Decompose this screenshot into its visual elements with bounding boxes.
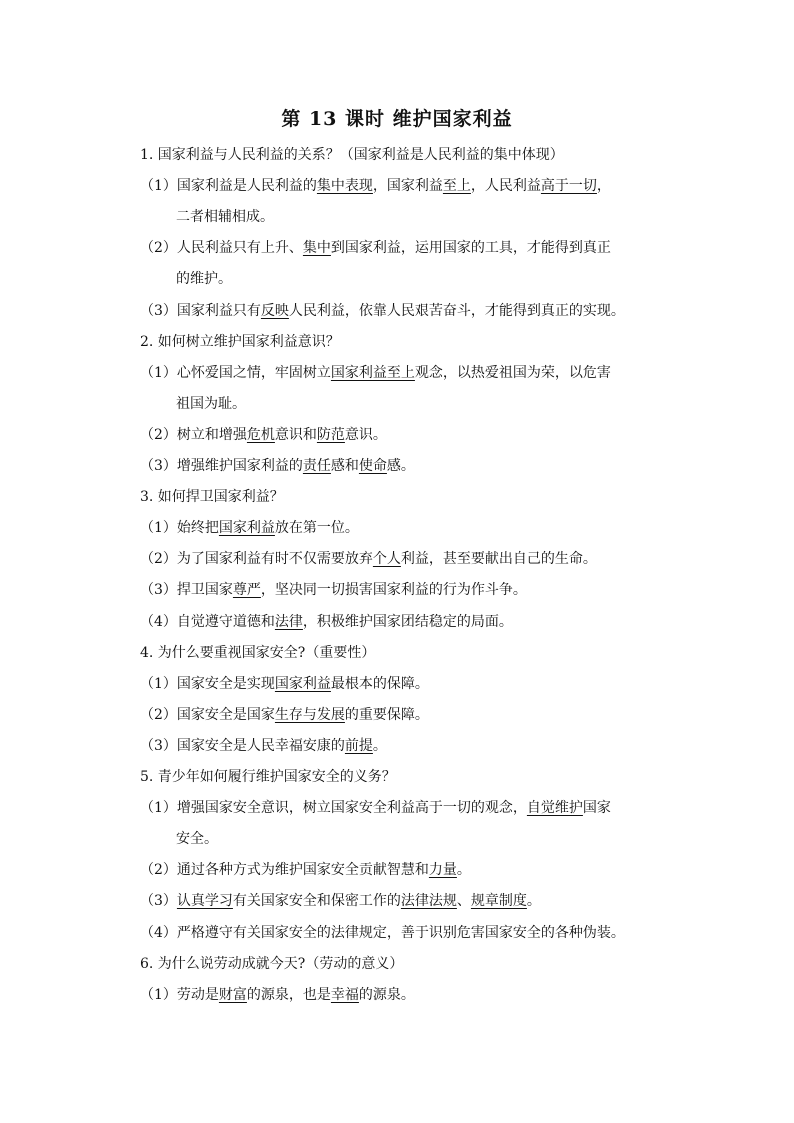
- text-segment: 二者相辅相成。: [176, 209, 274, 226]
- underlined-keyword: 幸福: [330, 986, 359, 1003]
- text-segment: 3. 如何捍卫国家利益？: [140, 489, 284, 506]
- underlined-keyword: 反映: [260, 302, 289, 319]
- continuation-line: [176, 829, 794, 849]
- answer-line: [140, 923, 794, 943]
- text-segment: 6. 为什么说劳动成就今天?（劳动的意义）: [140, 955, 404, 972]
- text-segment: （3）增强维护国家利益的: [140, 458, 303, 474]
- question-line: [140, 643, 794, 663]
- text-segment: （2）树立和增强: [140, 426, 247, 443]
- text-segment: 国家: [582, 800, 611, 817]
- text-segment: （1）国家安全是实现: [140, 675, 275, 692]
- text-segment: 的源泉，也是: [246, 986, 331, 1003]
- underlined-keyword: 力量: [428, 862, 457, 879]
- answer-line: [140, 425, 794, 445]
- underlined-keyword: 国家利益: [218, 520, 275, 537]
- answer-line: [140, 891, 794, 911]
- answer-line: [140, 580, 794, 600]
- text-segment: 意识和: [274, 426, 317, 443]
- underlined-keyword: 财富: [218, 986, 247, 1003]
- answer-line: [140, 860, 794, 880]
- text-segment: （4）严格遵守有关国家安全的法律规定，善于识别危害国家安全的各种伪装。: [140, 924, 625, 941]
- text-segment: 的源泉。: [358, 986, 415, 1003]
- underlined-keyword: 防范: [316, 426, 345, 443]
- answer-line: [140, 705, 794, 725]
- text-segment: 安全。: [176, 831, 218, 848]
- text-segment: 的维护。: [176, 271, 232, 288]
- answer-line: [140, 363, 794, 383]
- text-segment: （1）始终把: [140, 520, 219, 537]
- text-segment: ，坚决同一切损害国家利益的行为作斗争。: [260, 582, 527, 599]
- text-segment: （3）国家安全是人民幸福安康的: [140, 737, 345, 754]
- text-segment: 。: [456, 862, 471, 879]
- text-segment: 的重要保障。: [344, 706, 429, 723]
- text-segment: （4）自觉遵守道德和: [140, 613, 275, 630]
- text-segment: （1）增强国家安全意识，树立国家安全利益高于一切的观念，: [140, 800, 527, 817]
- text-segment: 最根本的保障。: [330, 675, 429, 692]
- answer-line: [140, 985, 794, 1005]
- underlined-keyword: 集中表现: [316, 178, 373, 195]
- answer-line: [140, 176, 794, 196]
- text-segment: （1）国家利益是人民利益的: [140, 178, 317, 195]
- underlined-keyword: 生存与发展: [274, 706, 345, 723]
- text-segment: （1）心怀爱国之情，牢固树立: [140, 364, 331, 381]
- text-segment: 祖国为耻。: [176, 395, 246, 412]
- underlined-keyword: 前提: [344, 737, 373, 754]
- text-segment: 。: [526, 893, 541, 910]
- text-segment: 1. 国家利益与人民利益的关系？（国家利益是人民利益的集中体现）: [140, 147, 564, 163]
- text-segment: 利益，甚至要献出自己的生命。: [400, 551, 597, 568]
- text-segment: ，积极维护国家团结稳定的局面。: [302, 613, 513, 630]
- underlined-keyword: 集中: [302, 240, 331, 257]
- text-segment: 2. 如何树立维护国家利益意识？: [140, 333, 340, 350]
- underlined-keyword: 国家利益: [274, 675, 331, 692]
- answer-line: [140, 456, 794, 476]
- underlined-keyword: 法律: [274, 613, 303, 630]
- text-segment: （2）人民利益只有上升、: [140, 240, 303, 257]
- answer-line: [140, 612, 794, 632]
- underlined-keyword: 认真学习: [176, 893, 233, 910]
- question-line: [140, 767, 794, 787]
- text-segment: （3）: [140, 893, 177, 910]
- underlined-keyword: 尊严: [232, 582, 261, 599]
- underlined-keyword: 规章制度: [470, 893, 527, 910]
- underlined-keyword: 法律法规: [400, 893, 457, 910]
- answer-line: [140, 518, 794, 538]
- text-segment: （1）劳动是: [140, 986, 219, 1003]
- text-segment: 感和: [330, 458, 359, 474]
- underlined-keyword: 使命: [358, 458, 387, 474]
- continuation-line: [176, 269, 794, 289]
- question-line: [140, 332, 794, 352]
- underlined-keyword: 责任: [302, 458, 331, 474]
- underlined-keyword: 高于一切: [540, 178, 597, 195]
- underlined-keyword: 危机: [246, 426, 275, 443]
- answer-line: [140, 301, 794, 321]
- text-segment: ，国家利益: [372, 178, 443, 195]
- text-segment: 感。: [386, 458, 415, 474]
- page-title: 第 13 课时 维护国家利益: [281, 108, 513, 130]
- question-line: [140, 145, 794, 165]
- text-segment: （2）通过各种方式为维护国家安全贡献智慧和: [140, 862, 429, 879]
- underlined-keyword: 至上: [442, 178, 471, 195]
- underlined-keyword: 国家利益至上: [330, 364, 415, 381]
- text-segment: （3）捍卫国家: [140, 582, 233, 599]
- text-segment: 人民利益，依靠人民艰苦奋斗，才能得到真正的实现。: [288, 302, 625, 319]
- text-segment: ，: [596, 178, 611, 195]
- question-line: [140, 954, 794, 974]
- text-segment: 、: [456, 893, 471, 910]
- text-segment: 5. 青少年如何履行维护国家安全的义务？: [140, 769, 396, 785]
- text-segment: （2）国家安全是国家: [140, 706, 275, 723]
- text-segment: 放在第一位。: [274, 520, 359, 537]
- text-segment: 有关国家安全和保密工作的: [232, 893, 401, 910]
- question-line: [140, 487, 794, 507]
- text-segment: 到国家利益，运用国家的工具，才能得到真正: [330, 240, 611, 257]
- underlined-keyword: 个人: [372, 551, 401, 568]
- answer-line: [140, 674, 794, 694]
- answer-line: [140, 798, 794, 818]
- text-segment: ，人民利益: [470, 178, 541, 195]
- text-segment: 意识。: [344, 426, 387, 443]
- text-segment: 4. 为什么要重视国家安全?（重要性）: [140, 644, 376, 661]
- answer-line: [140, 736, 794, 756]
- text-segment: （3）国家利益只有: [140, 302, 261, 319]
- continuation-line: [176, 207, 794, 227]
- text-segment: 。: [372, 737, 387, 754]
- underlined-keyword: 自觉维护: [526, 800, 583, 817]
- answer-line: [140, 549, 794, 569]
- text-segment: （2）为了国家利益有时不仅需要放弃: [140, 551, 373, 568]
- continuation-line: [176, 394, 794, 414]
- answer-line: [140, 238, 794, 258]
- text-segment: 观念，以热爱祖国为荣，以危害: [414, 364, 611, 381]
